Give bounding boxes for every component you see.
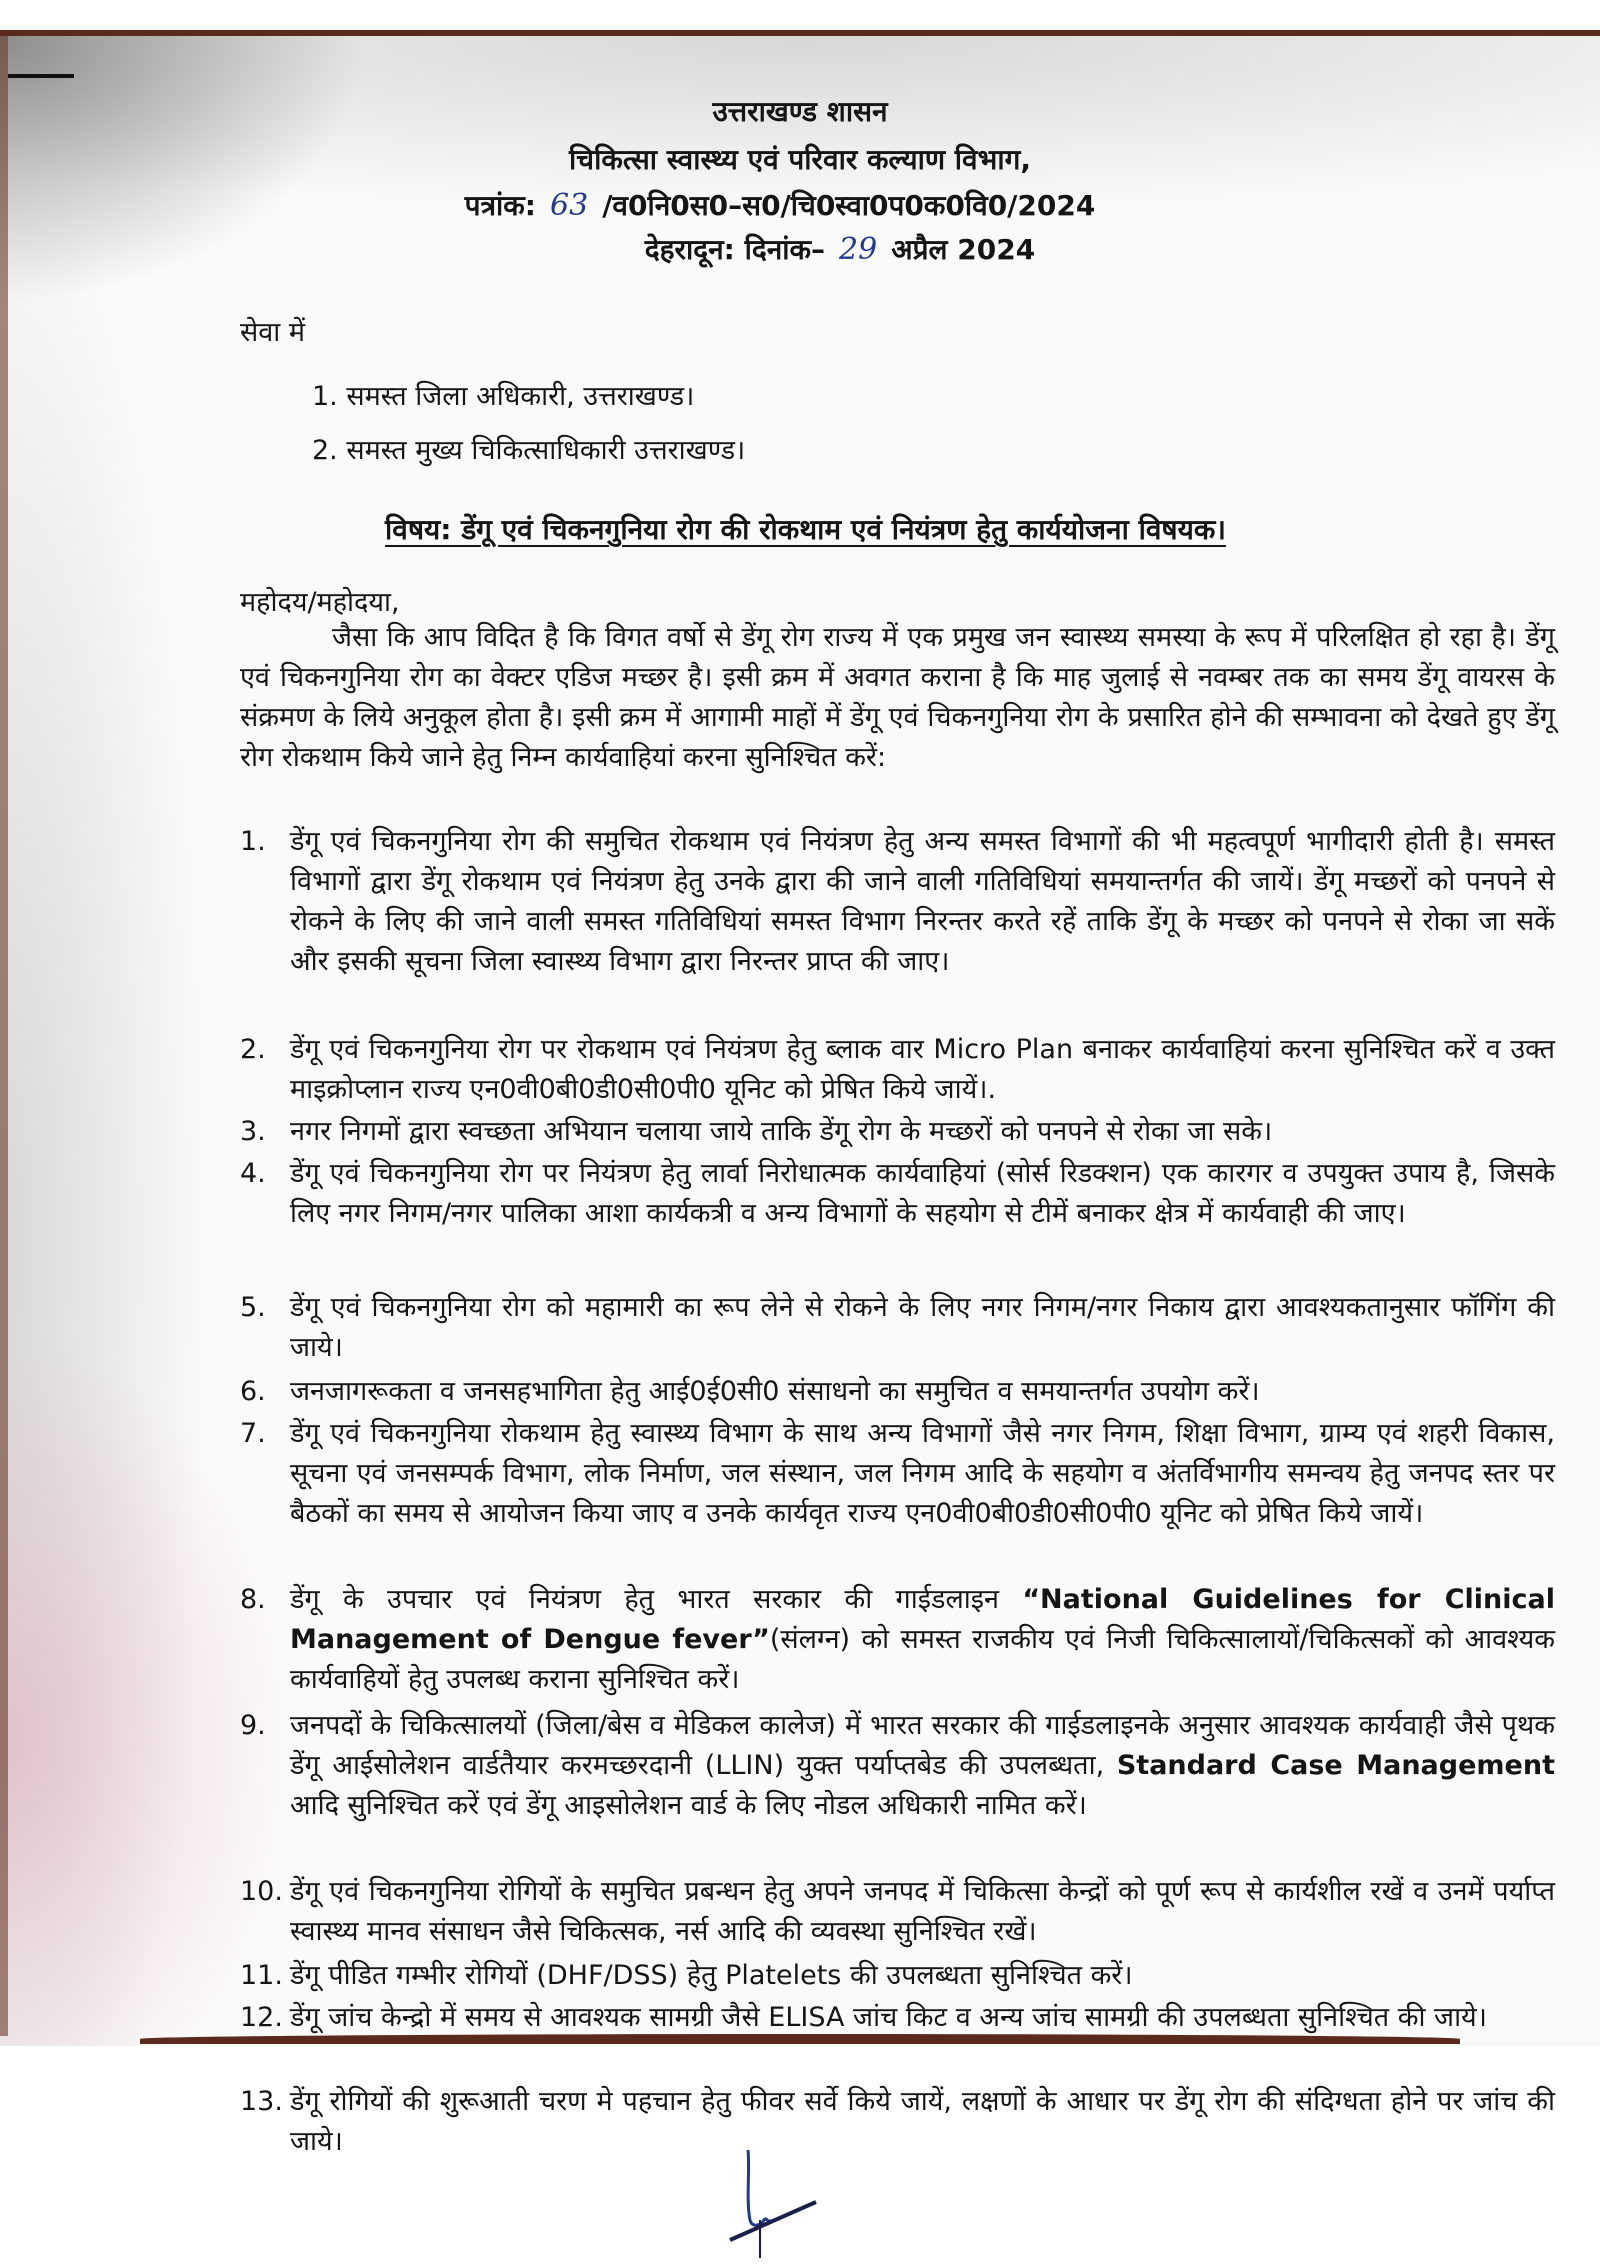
letter-number <box>0 186 1580 224</box>
letter-number-label: पत्रांक: <box>464 189 536 222</box>
recipient-item: 1. समस्त जिला अधिकारी, उत्तराखण्ड। <box>312 381 695 412</box>
item-text: डेंगू एवं चिकनगुनिया रोगियों के समुचित प्रबन्धन हेतु अपने जनपद में चिकित्सा केन्द्रों को पूर्ण रूप से कार्यशील रखें व उनमें पर्याप्त स्वास्थ्य मानव संसाधन जैसे चिकित्सक, नर्स आदि की व्यवस्था सुनिश्चित रखें। <box>290 1876 1555 1947</box>
intro-paragraph <box>240 618 1555 778</box>
subject-line: विषय: डेंगू एवं चिकनगुनिया रोग की रोकथाम एवं नियंत्रण हेतु कार्ययोजना विषयक। <box>385 513 1226 546</box>
item-text: डेंगू एवं चिकनगुनिया रोग पर रोकथाम एवं नियंत्रण हेतु ब्लाक वार Micro Plan बनाकर कार्यवाहियां करना सुनिश्चित करें व उक्त माइक्रोप्लान राज्य एन0वी0बी0डी0सी0पी0 यूनिट को प्रेषित किये जायें।. <box>290 1034 1555 1105</box>
item-number: 10. <box>240 1876 283 1907</box>
item-number: 1. <box>240 826 266 857</box>
item-number: 2. <box>240 1034 266 1065</box>
guideline-title: “National Guidelines for Clinical Management of Dengue fever” <box>290 1584 1555 1655</box>
item-text-part: आदि सुनिश्चित करें एवं डेंगू आइसोलेशन वार्ड के लिए नोडल अधिकारी नामित करें। <box>290 1790 1087 1821</box>
place-date-label: देहरादून: दिनांक– <box>644 233 826 266</box>
addressee-label: सेवा में <box>240 317 305 348</box>
item-text: जनजागरूकता व जनसहभागिता हेतु आई0ई0सी0 संसाधनो का समुचित व समयान्तर्गत उपयोग करें। <box>290 1376 1260 1407</box>
letter-number-handwritten: 63 <box>550 188 589 223</box>
item-text-part: (संलग्न) को समस्त राजकीय एवं निजी चिकित्सालायों/चिकित्सकों को आवश्यक कार्यवाहियों हेतु उपलब्ध कराना सुनिश्चित करें। <box>290 1624 1555 1695</box>
list-item-10 <box>240 1872 1555 1952</box>
place-date <box>40 230 1600 268</box>
case-management-term: Standard Case Management <box>1116 1750 1555 1781</box>
list-item-4 <box>240 1154 1555 1234</box>
item-number: 11. <box>240 1960 283 1991</box>
list-item-3 <box>240 1112 1555 1152</box>
item-text <box>290 1706 1555 1826</box>
paper-left-edge <box>0 36 8 2036</box>
item-text: डेंगू एवं चिकनगुनिया रोग को महामारी का रूप लेने से रोकने के लिए नगर निगम/नगर निकाय द्वारा आवश्यकतानुसार फॉगिंग की जाये। <box>290 1292 1555 1363</box>
government-title: उत्तराखण्ड शासन <box>712 95 888 128</box>
item-text: डेंगू एवं चिकनगुनिया रोकथाम हेतु स्वास्थ्य विभाग के साथ अन्य विभागों जैसे नगर निगम, शिक्षा विभाग, ग्राम्य एवं शहरी विकास, सूचना एवं जनसम्पर्क विभाग, लोक निर्माण, जल संस्थान, जल निगम आदि के सहयोग व अंतर्विभागीय समन्वय हेतु जनपद स्तर पर बैठकों का समय से आयोजन किया जाए व उनके कार्यवृत राज्य एन0वी0बी0डी0सी0पी0 यूनिट को प्रेषित किये जायें। <box>290 1418 1555 1529</box>
item-number: 7. <box>240 1418 266 1449</box>
list-item-2 <box>240 1030 1555 1110</box>
item-text: डेंगू रोगियों की शुरूआती चरण मे पहचान हेतु फीवर सर्वे किये जायें, लक्षणों के आधार पर डेंगू रोग की संदिग्धता होने पर जांच की जाये। <box>290 2086 1555 2157</box>
item-text-part: जनपदों के चिकित्सालयों (जिला/बेस व मेडिकल कालेज) में भारत सरकार की गाईडलाइनके अनुसार आवश्यक कार्यवाही जैसे पृथक डेंगू आईसोलेशन वार्डतैयार करमच्छरदानी (LLIN) युक्त पर्याप्तबेड की उपलब्धता, <box>290 1710 1555 1781</box>
item-text: डेंगू एवं चिकनगुनिया रोग पर नियंत्रण हेतु लार्वा निरोधात्मक कार्यवाहियां (सोर्स रिडक्शन) एक कारगर व उपयुक्त उपाय है, जिसके लिए नगर निगम/नगर पालिका आशा कार्यकत्री व अन्य विभागों के सहयोग से टीमें बनाकर क्षेत्र में कार्यवाही की जाए। <box>290 1158 1555 1229</box>
item-text: डेंगू एवं चिकनगुनिया रोग की समुचित रोकथाम एवं नियंत्रण हेतु अन्य समस्त विभागों की भी महत्वपूर्ण भागीदारी होती है। समस्त विभागों द्वारा डेंगू रोकथाम एवं नियंत्रण हेतु उनके द्वारा की जाने वाली गतिविधियां समयान्तर्गत की जायें। डेंगू मच्छरों को पनपने से रोकने के लिए की जाने वाली समस्त गतिविधियां समस्त विभाग निरन्तर करते रहें ताकि डेंगू के मच्छर को पनपने से रोका जा सकें और इसकी सूचना जिला स्वास्थ्य विभाग द्वारा निरन्तर प्राप्त की जाए। <box>290 826 1555 977</box>
item-text-part: डेंगू के उपचार एवं नियंत्रण हेतु भारत सरकार की गाईडलाइन <box>290 1584 1023 1615</box>
list-item-5 <box>240 1288 1555 1368</box>
item-text <box>290 1580 1555 1700</box>
item-number: 12. <box>240 2002 283 2033</box>
item-number: 5. <box>240 1292 266 1323</box>
list-item-7 <box>240 1414 1555 1534</box>
item-number: 4. <box>240 1158 266 1189</box>
list-item-11 <box>240 1956 1555 1996</box>
intro-text: जैसा कि आप विदित है कि विगत वर्षो से डेंगू रोग राज्य में एक प्रमुख जन स्वास्थ्य समस्या के रूप में परिलक्षित हो रहा है। डेंगू एवं चिकनगुनिया रोग का वेक्टर एडिज मच्छर है। इसी क्रम में अवगत कराना है कि माह जुलाई से नवम्बर तक का समय डेंगू वायरस के संक्रमण के लिये अनुकूल होता है। इसी क्रम में आगामी माहों में डेंगू एवं चिकनगुनिया रोग के प्रसारित होने की सम्भावना को देखते हुए डेंगू रोग रोकथाम किये जाने हेतु निम्न कार्यवाहियां करना सुनिश्चित करें: <box>240 622 1555 773</box>
list-item-8 <box>240 1580 1555 1700</box>
list-item-9 <box>240 1706 1555 1826</box>
date-handwritten: 29 <box>839 232 878 267</box>
department-title: चिकित्सा स्वास्थ्य एवं परिवार कल्याण विभाग, <box>569 143 1031 176</box>
list-item-6 <box>240 1372 1555 1412</box>
item-text: डेंगू पीडित गम्भीर रोगियों (DHF/DSS) हेतु Platelets की उपलब्धता सुनिश्चित करें। <box>290 1960 1133 1991</box>
salutation: महोदय/महोदया, <box>240 587 400 618</box>
item-number: 9. <box>240 1710 266 1741</box>
date-suffix: अप्रैल 2024 <box>891 233 1036 266</box>
list-item-12 <box>240 1998 1555 2038</box>
corner-mark <box>8 74 74 78</box>
item-text: डेंगू जांच केन्द्रो में समय से आवश्यक सामग्री जैसे ELISA जांच किट व अन्य जांच सामग्री की उपलब्धता सुनिश्चित की जाये। <box>290 2002 1487 2033</box>
item-number: 8. <box>240 1584 266 1615</box>
item-number: 13. <box>240 2086 283 2117</box>
list-item-1 <box>240 822 1555 982</box>
list-item-13 <box>240 2082 1555 2162</box>
signature <box>720 2140 840 2260</box>
letter-number-suffix: /व0नि0स0–स0/चि0स्वा0प0क0वि0/2024 <box>602 189 1096 222</box>
item-number: 6. <box>240 1376 266 1407</box>
recipient-item: 2. समस्त मुख्य चिकित्साधिकारी उत्तराखण्ड। <box>312 435 746 466</box>
item-text: नगर निगमों द्वारा स्वच्छता अभियान चलाया जाये ताकि डेंगू रोग के मच्छरों को पनपने से रोका जा सके। <box>290 1116 1273 1147</box>
item-number: 3. <box>240 1116 266 1147</box>
